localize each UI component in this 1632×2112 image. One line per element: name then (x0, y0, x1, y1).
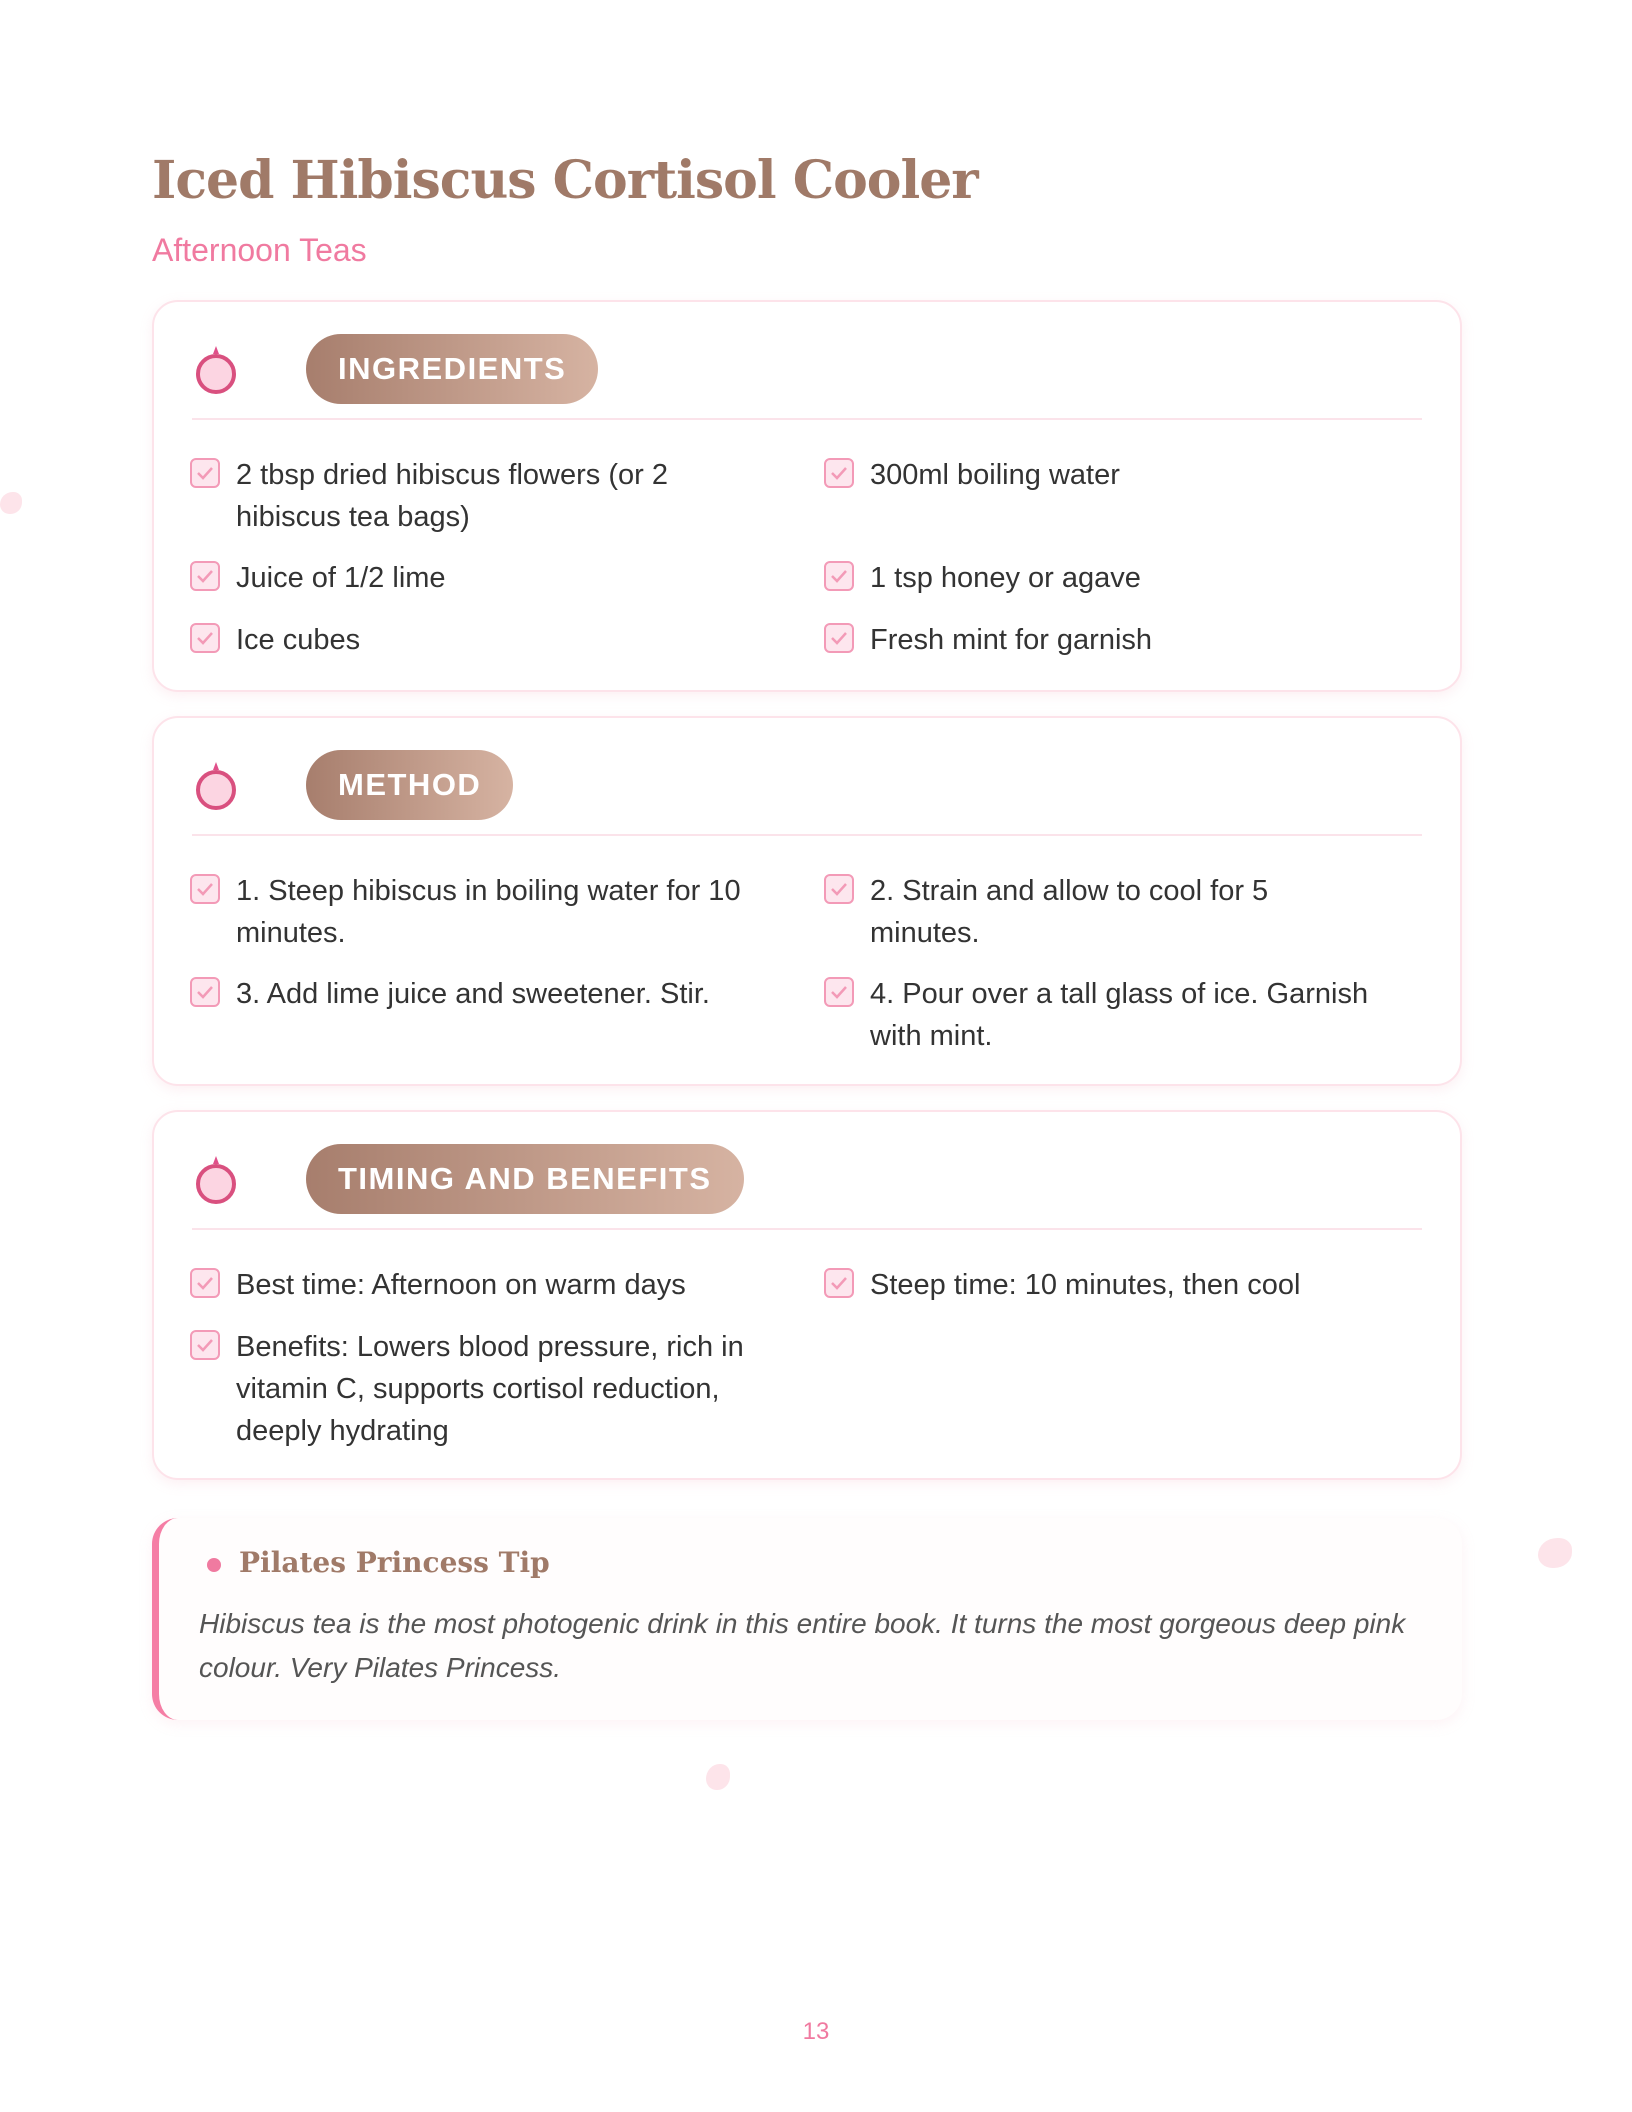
list-item (190, 557, 750, 599)
list-item (824, 1264, 1384, 1306)
checkbox-checked-icon (824, 1268, 854, 1298)
checkbox-checked-icon (824, 623, 854, 653)
round-bulb-icon (194, 1154, 238, 1206)
item-text: 300ml boiling water (870, 459, 1120, 491)
list-item (190, 619, 750, 661)
checkbox-checked-icon (824, 458, 854, 488)
recipe-category: Afternoon Teas (152, 232, 367, 268)
checkbox-checked-icon (824, 874, 854, 904)
method-card (152, 716, 1462, 1086)
item-text: Benefits: Lowers blood pressure, rich in vitamin C, supports cortisol reduction, deeply hydrating (236, 1331, 744, 1447)
item-text: Ice cubes (236, 624, 361, 656)
section-divider (192, 1228, 1422, 1230)
list-item (824, 454, 1384, 496)
tip-title: Pilates Princess Tip (239, 1546, 550, 1579)
petal-decoration (1538, 1538, 1572, 1568)
item-text: 1. Steep hibiscus in boiling water for 10 minutes. (236, 875, 741, 949)
section-divider (192, 418, 1422, 420)
section-header (194, 750, 1424, 820)
checkbox-checked-icon (190, 458, 220, 488)
item-text: Fresh mint for garnish (870, 624, 1153, 656)
recipe-title: Iced Hibiscus Cortisol Cooler (152, 150, 978, 211)
tip-text: Hibiscus tea is the most photogenic drink in this entire book. It turns the most gorgeous deep pink colour. Very Pilates Princess. (199, 1608, 1406, 1683)
item-text: 3. Add lime juice and sweetener. Stir. (236, 978, 710, 1010)
list-item (824, 557, 1384, 599)
section-header (194, 1144, 1424, 1214)
section-header (194, 334, 1424, 404)
list-item (190, 454, 750, 538)
checkbox-checked-icon (824, 977, 854, 1007)
section-divider (192, 834, 1422, 836)
list-item (190, 1264, 750, 1306)
checkbox-checked-icon (190, 1330, 220, 1360)
item-text: Juice of 1/2 lime (236, 562, 446, 594)
checkbox-checked-icon (190, 874, 220, 904)
round-bulb-icon (194, 344, 238, 396)
list-item (190, 1326, 750, 1452)
checkbox-checked-icon (190, 561, 220, 591)
petal-decoration (706, 1764, 730, 1790)
section-title-timing-benefits: TIMING AND BENEFITS (306, 1144, 744, 1214)
list-item (824, 619, 1384, 661)
petal-decoration (0, 492, 22, 514)
item-text: 2 tbsp dried hibiscus flowers (or 2 hibiscus tea bags) (236, 459, 668, 533)
timing-benefits-card (152, 1110, 1462, 1480)
checkbox-checked-icon (190, 623, 220, 653)
ingredients-card (152, 300, 1462, 692)
checkbox-checked-icon (190, 977, 220, 1007)
item-text: 2. Strain and allow to cool for 5 minutes. (870, 875, 1269, 949)
page-number: 13 (802, 2018, 830, 2045)
list-item (824, 870, 1384, 954)
checkbox-checked-icon (190, 1268, 220, 1298)
tip-bullet-icon (207, 1558, 221, 1572)
item-text: 1 tsp honey or agave (870, 562, 1141, 594)
round-bulb-icon (194, 760, 238, 812)
list-item (824, 973, 1384, 1057)
list-item (190, 870, 750, 954)
list-item (190, 973, 750, 1015)
section-title-method: METHOD (306, 750, 513, 820)
tip-box (152, 1518, 1462, 1720)
item-text: Steep time: 10 minutes, then cool (870, 1269, 1301, 1301)
checkbox-checked-icon (824, 561, 854, 591)
section-title-ingredients: INGREDIENTS (306, 334, 598, 404)
item-text: 4. Pour over a tall glass of ice. Garnish with mint. (870, 978, 1369, 1052)
item-text: Best time: Afternoon on warm days (236, 1269, 686, 1301)
